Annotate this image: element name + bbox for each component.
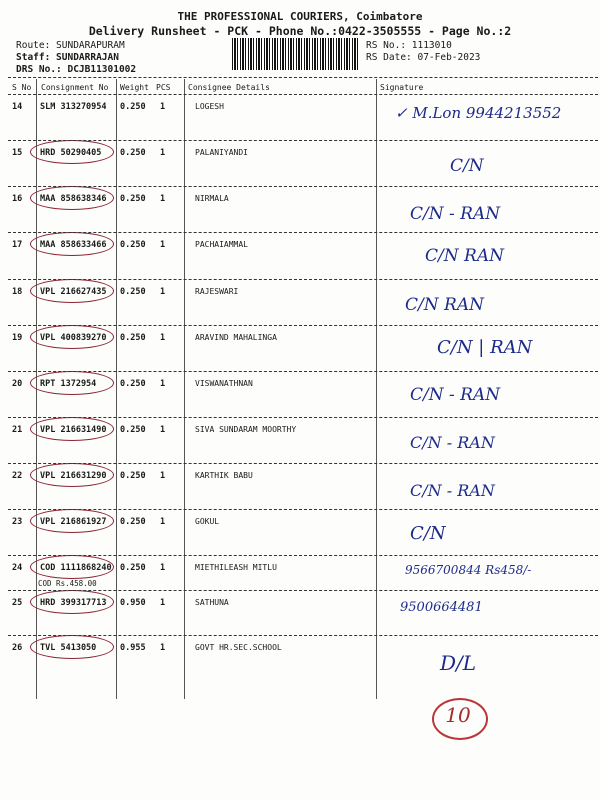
row-consignee: RAJESWARI	[195, 287, 239, 296]
row-consignment-no: VPL 400839270	[40, 333, 107, 343]
row-sno: 24	[12, 563, 23, 573]
row-weight: 0.250	[120, 517, 146, 527]
handdrawn-circle	[30, 186, 114, 210]
row-consignment-no: TVL 5413050	[40, 643, 97, 653]
header-rule	[8, 77, 598, 78]
row-consignment-no: VPL 216861927	[40, 517, 107, 527]
handdrawn-circle	[30, 463, 114, 487]
row-consignment-no: VPL 216631290	[40, 471, 107, 481]
row-consignee: SIVA SUNDARAM MOORTHY	[195, 425, 297, 434]
handdrawn-circle	[30, 635, 114, 659]
row-weight: 0.250	[120, 563, 146, 573]
handdrawn-circle	[30, 590, 114, 614]
row-consignment-no: HRD 50290405	[40, 148, 102, 158]
row-weight: 0.250	[120, 240, 146, 250]
row-divider	[8, 417, 598, 418]
row-divider	[8, 232, 598, 233]
row-divider	[8, 590, 598, 591]
row-pcs: 1	[160, 102, 166, 112]
colhead-rule	[8, 94, 598, 95]
row-consignee: SATHUNA	[195, 598, 229, 607]
drs-label: DRS No.: DCJB11301002	[16, 64, 137, 75]
row-consignee: GOVT HR.SEC.SCHOOL	[195, 643, 282, 652]
row-consignee: NIRMALA	[195, 194, 229, 203]
row-consignee: MIETHILEASH MITLU	[195, 563, 277, 572]
row-consignment-no: RPT 1372954	[40, 379, 97, 389]
company-title: THE PROFESSIONAL COURIERS, Coimbatore	[177, 10, 423, 23]
row-pcs: 1	[160, 471, 166, 481]
handdrawn-circle	[30, 279, 114, 303]
row-weight: 0.955	[120, 643, 146, 653]
row-sno: 16	[12, 194, 23, 204]
row-consignment-no: MAA 858638346	[40, 194, 107, 204]
row-weight: 0.250	[120, 148, 146, 158]
handdrawn-circle	[30, 509, 114, 533]
row-sno: 18	[12, 287, 23, 297]
row-signature: ✓ M.Lon 9944213552	[395, 104, 562, 122]
row-divider	[8, 555, 598, 556]
rs-number: RS No.: 1113010	[366, 40, 452, 51]
col-consignment: Consignment No	[41, 83, 109, 92]
row-pcs: 1	[160, 240, 166, 250]
handdrawn-circle	[30, 232, 114, 256]
row-divider	[8, 509, 598, 510]
rs-date: RS Date: 07-Feb-2023	[366, 52, 481, 63]
row-sno: 17	[12, 240, 23, 250]
row-sno: 25	[12, 598, 23, 608]
row-signature: C/N RAN	[425, 246, 504, 266]
col-pcs: PCS	[156, 83, 171, 92]
row-consignee: PALANIYANDI	[195, 148, 248, 157]
row-signature: C/N RAN	[405, 295, 484, 315]
row-divider	[8, 325, 598, 326]
row-pcs: 1	[160, 333, 166, 343]
row-weight: 0.250	[120, 425, 146, 435]
row-divider	[8, 635, 598, 636]
row-pcs: 1	[160, 643, 166, 653]
row-signature: C/N - RAN	[410, 385, 501, 405]
row-weight: 0.250	[120, 333, 146, 343]
row-weight: 0.950	[120, 598, 146, 608]
row-pcs: 1	[160, 287, 166, 297]
row-pcs: 1	[160, 425, 166, 435]
col-signature: Signature	[380, 83, 424, 92]
row-consignment-no: HRD 399317713	[40, 598, 107, 608]
row-sno: 14	[12, 102, 23, 112]
row-divider	[8, 140, 598, 141]
row-weight: 0.250	[120, 471, 146, 481]
handdrawn-circle	[30, 555, 114, 579]
row-pcs: 1	[160, 379, 166, 389]
row-pcs: 1	[160, 563, 166, 573]
col-weight: Weight	[120, 83, 149, 92]
row-sno: 19	[12, 333, 23, 343]
page-number-mark: 10	[445, 703, 471, 727]
row-signature: C/N | RAN	[437, 337, 533, 358]
row-signature: 9566700844 Rs458/-	[405, 563, 532, 577]
row-consignment-no: SLM 313270954	[40, 102, 107, 112]
row-signature: C/N	[410, 523, 446, 544]
table-row	[0, 238, 600, 284]
row-signature: C/N - RAN	[410, 204, 501, 224]
row-signature: C/N	[450, 156, 484, 176]
row-consignment-no: VPL 216631490	[40, 425, 107, 435]
row-signature: C/N - RAN	[410, 481, 495, 500]
row-consignee: GOKUL	[195, 517, 220, 526]
handdrawn-circle	[30, 371, 114, 395]
handdrawn-circle	[30, 140, 114, 164]
row-cod-amount: COD Rs.458.00	[38, 579, 97, 588]
row-pcs: 1	[160, 194, 166, 204]
row-consignment-no: COD 1111868240	[40, 563, 112, 573]
row-sno: 21	[12, 425, 23, 435]
col-consignee: Consignee Details	[188, 83, 270, 92]
row-divider	[8, 371, 598, 372]
row-signature: C/N - RAN	[410, 433, 495, 452]
row-divider	[8, 186, 598, 187]
row-signature: 9500664481	[400, 600, 483, 615]
row-sno: 20	[12, 379, 23, 389]
row-consignment-no: MAA 858633466	[40, 240, 107, 250]
row-pcs: 1	[160, 598, 166, 608]
row-weight: 0.250	[120, 287, 146, 297]
row-signature: D/L	[440, 651, 477, 675]
row-consignee: LOGESH	[195, 102, 224, 111]
staff-label: Staff: SUNDARRAJAN	[16, 52, 119, 63]
runsheet-subtitle: Delivery Runsheet - PCK - Phone No.:0422-3505555 - Page No.:2	[88, 24, 512, 38]
barcode	[232, 38, 360, 70]
row-weight: 0.250	[120, 379, 146, 389]
table-row	[0, 641, 600, 687]
handdrawn-circle	[30, 325, 114, 349]
row-pcs: 1	[160, 517, 166, 527]
row-consignee: ARAVIND MAHALINGA	[195, 333, 277, 342]
row-pcs: 1	[160, 148, 166, 158]
col-sno: S No	[12, 83, 32, 92]
row-consignee: VISWANATHNAN	[195, 379, 253, 388]
row-consignee: KARTHIK BABU	[195, 471, 253, 480]
row-sno: 22	[12, 471, 23, 481]
row-divider	[8, 463, 598, 464]
handdrawn-circle	[30, 417, 114, 441]
row-sno: 23	[12, 517, 23, 527]
row-weight: 0.250	[120, 194, 146, 204]
row-sno: 26	[12, 643, 23, 653]
row-sno: 15	[12, 148, 23, 158]
row-divider	[8, 279, 598, 280]
row-weight: 0.250	[120, 102, 146, 112]
row-consignee: PACHAIAMMAL	[195, 240, 248, 249]
row-consignment-no: VPL 216627435	[40, 287, 107, 297]
route-label: Route: SUNDARAPURAM	[16, 40, 125, 51]
